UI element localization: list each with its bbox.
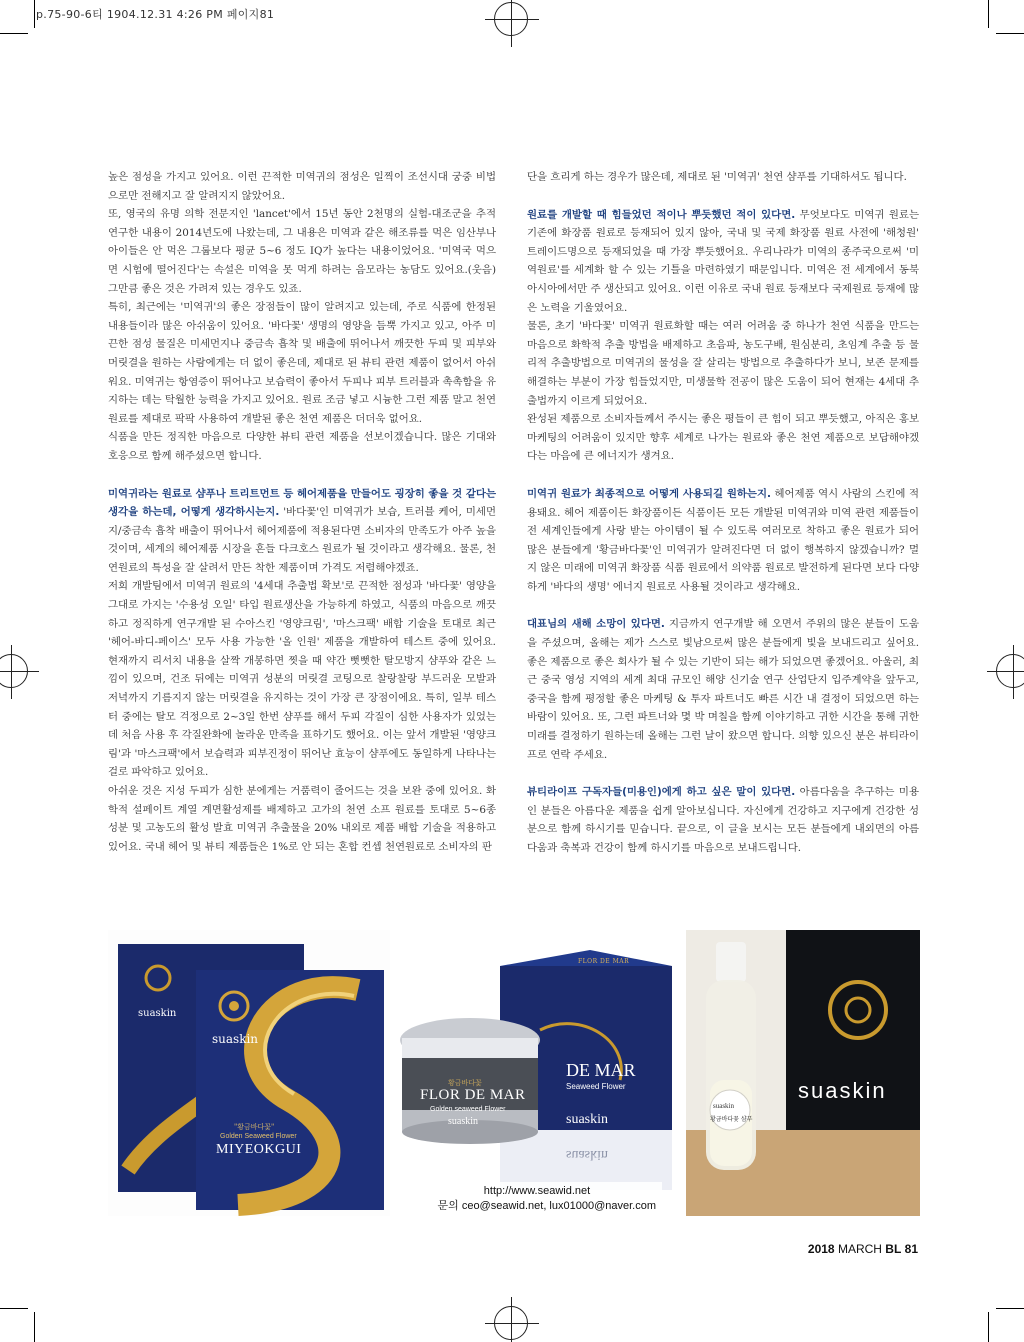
body-paragraph — [108, 298, 496, 428]
interview-question: 대표님의 새해 소망이 있다면. — [527, 618, 665, 631]
mask-brand-front: suaskin — [212, 1032, 259, 1046]
registration-mark-top — [494, 2, 528, 36]
paragraph-gap — [108, 466, 496, 485]
qa-paragraph — [527, 206, 919, 318]
mask-product-name: MIYEOKGUI — [216, 1142, 302, 1157]
crop-mark-bottom-left — [34, 1312, 35, 1342]
cream-product-name: FLOR DE MAR — [420, 1087, 526, 1103]
contact-emails: 문의 ceo@seawid.net, lux01000@naver.com — [437, 1200, 656, 1212]
paragraph-text: 완성된 제품으로 소비자들께서 주시는 좋은 평들이 큰 힘이 되고 뿌듯했고, 아직은 홍보 마케팅의 어려움이 있지만 향후 세계로 나가는 원료와 좋은 천연 제품으로 보답해야겠다는 마음에 큰 에너지가 생겨요. — [527, 413, 919, 463]
bottle-label-brand: suaskin — [713, 1102, 734, 1110]
product-photo-strip — [108, 930, 920, 1216]
paragraph-text: 지금까지 연구개발 해 오면서 주위의 많은 분들이 도움을 주셨으며, 올해는 제가 스스로 빛남으로써 많은 분들에게 빛을 보내드리고 싶어요. 좋은 제품으로 좋은 회사가 될 수 있는 기반이 되는 해가 되었으면 좋겠어요. 아울러, 최근 중국 영성 지역의 세계 최대 규모인 해양 신기술 연구 산업단지 입주계약을 앞두고, 중국을 함께 평정할 좋은 마케팅 & 투자 파트너도 빠른 시간 내 결정이 되었으면 하는 바람이 있어요. 또, 그런 파트너와 몇 박 며칠을 함께 이야기하고 귀한 시간을 통해 귀한 미래를 결정하기 원하는데 올해는 그런 날이 왔으면 합니다. 의향 있으신 분은 뷰티라이프로 연락 주세요. — [527, 618, 919, 761]
paragraph-text: 저희 개발팀에서 미역귀 원료의 '4세대 추출법 확보'로 끈적한 점성과 '바다꽃' 영양을 그대로 가지는 '수용성 오일' 타입 원료생산을 가능하게 하였고, 식품의 마음으로 깨끗하고 정직하게 연구개발 된 수아스킨 '영양크림', '마스크팩' 배합 기술을 토대로 최근 '헤어-바디-페이스' 모두 사용 가능한 '올 인원' 제품을 개발하여 테스트 중에 있어요. 현재까지 리서치 내용을 살짝 개봉하면 찟을 때 약간 뻣뻣한 탈모방지 샴푸와 같은 느낌이 있으며, 건조 뒤에는 미역귀 성분의 머릿결 코팅으로 찰랑찰랑 부드러운 모발과 저녁까지 기름지지 않는 머릿결을 유지하는 것이 가장 큰 장점이에요. 특히, 일부 테스터 중에는 탈모 걱정으로 2~3일 한번 샴푸를 해서 두피 각질이 심한 사용자가 있었는데 처음 사용 후 각질완화에 놀라운 만족을 표하기도 했어요. 이는 앞서 개발된 '영양크림'과 '마스크팩'에서 보습력과 피부진정이 뛰어난 효능이 샴푸에도 동일하게 나타나는 걸로 파악하고 있어요. — [108, 580, 496, 779]
box-brand: suaskin — [566, 1112, 608, 1127]
page-folio — [808, 1242, 918, 1256]
registration-mark-bottom — [494, 1306, 528, 1340]
bottle-illustration — [686, 930, 920, 1216]
paragraph-gap — [527, 187, 919, 206]
website-link[interactable]: http://www.seawid.net — [483, 1185, 591, 1197]
body-paragraph — [108, 205, 496, 298]
body-paragraph — [527, 410, 919, 466]
print-slug: p.75-90-6티 1904.12.31 4:26 PM 페이지81 — [36, 8, 275, 21]
body-paragraph — [108, 428, 496, 465]
left-text-column — [108, 168, 496, 856]
contact-box — [412, 1182, 662, 1216]
interview-question: 미역귀라는 원료로 샴푸나 트리트먼트 등 헤어제품을 만들어도 굉장히 좋을 것 같다는 생각을 하는데, 어떻게 생각하시는지. — [108, 487, 496, 519]
crop-mark-left-top — [0, 33, 28, 34]
paragraph-text: 또, 영국의 유명 의학 전문지인 'lancet'에서 15년 동안 2천명의 실험-대조군을 추적 연구한 내용이 2014년도에 나왔는데, 그 내용은 미역과 같은 해조류를 먹은 임산부나 아이들은 안 먹은 그룹보다 평균 5~6 정도 IQ가 높다는 내용이었어요. '미역국 먹으면 시험에 떨어진다'는 속설은 미역을 못 먹게 하려는 음모라는 농담도 있어요.(웃음) 그만큼 좋은 것은 가려져 있는 경우도 있죠. — [108, 208, 496, 295]
box-reflection-brand: suaskin — [566, 1147, 608, 1162]
paragraph-text: 무엇보다도 미역귀 원료는 기존에 화장품 원료로 등재되어 있지 않아, 국내 및 국제 화장품 원료 사전에 '해청원' 트레이드명으로 등재되었을 때 가장 뿌듯했어요. 우리나라가 미역의 종주국으로써 '미역원료'를 세계화 할 수 있는 기틀을 마련하였기 때문입니다. 미역은 전 세계에서 동북아시아에서만 주 생산되고 있어요. 이런 이유로 국내 원료 등재보다 국제원료 등재에 많은 노력을 기울였어요. — [527, 208, 919, 314]
cream-brand: suaskin — [448, 1116, 478, 1127]
box-product-sub: Seaweed Flower — [566, 1082, 626, 1091]
interview-question: 뷰티라이프 구독자들(미용인)에게 하고 싶은 말이 있다면. — [527, 786, 796, 799]
folio-magazine: BL — [885, 1242, 902, 1256]
interview-question: 미역귀 원료가 최종적으로 어떻게 사용되길 원하는지. — [527, 487, 771, 500]
crop-mark-bottom-right — [988, 1312, 989, 1342]
body-paragraph — [527, 168, 919, 187]
folio-month: MARCH — [837, 1242, 882, 1256]
paragraph-text: 물론, 초기 '바다꽃' 미역귀 원료화할 때는 여러 어려움 중 하나가 천연 식품을 만드는 마음으로 화학적 추출 방법을 배제하고 초음파, 농도구배, 원심분리, 초임계 추출 등 물리적 추출방법으로 미역귀의 물성을 잘 살리는 방법으로 추출하다가 보니, 보존 문제를 해결하는 부분이 가장 힘들었지만, 미생물학 전공이 많은 도움이 되어 현재는 4세대 추출법까지 이르게 되었어요. — [527, 320, 919, 407]
bottle-label-korean: 황금바다꽃 샴푸 — [710, 1116, 753, 1123]
paragraph-text: '바다꽃'인 미역귀가 보습, 트러블 케어, 미세먼지/중금속 흡착 배출이 뛰어나서 헤어제품에 적용된다면 소비자의 만족도가 아주 높을 것이며, 세계의 헤어제품 시장을 흔들 다크호스 원료가 될 것이라고 생각해요. 물론, 천연원료의 특성을 잘 살려서 만든 착한 제품이며 가격도 저렴해야겠죠. — [108, 506, 496, 574]
box-product-name: DE MAR — [566, 1060, 636, 1080]
folio-year: 2018 — [807, 1242, 835, 1256]
mask-pack-illustration — [108, 930, 390, 1216]
qa-paragraph — [527, 615, 919, 764]
folio-page: 81 — [904, 1242, 918, 1256]
paragraph-text: 아쉬운 것은 지성 두피가 심한 분에게는 거품력이 줄어드는 것을 보완 중에 있어요. 화학적 설페이트 계열 계면활성제를 배제하고 고가의 천연 소프 원료를 토대로 5~6종 성분 및 고농도의 활성 발효 미역귀 추출물을 20% 내외로 제품 배합 기술을 적용하고 있어요. 국내 헤어 및 뷰티 제품들은 1%로 안 되는 혼합 컨셉 천연원료로 소비자의 판 — [108, 785, 496, 853]
box-top-label: FLOR DE MAR — [578, 958, 630, 965]
paragraph-gap — [527, 596, 919, 615]
mask-pack-photo — [108, 930, 390, 1216]
crop-mark-top-left — [34, 0, 35, 28]
body-paragraph — [108, 168, 496, 205]
body-paragraph — [108, 577, 496, 782]
paragraph-text: 단을 흐리게 하는 경우가 많은데, 제대로 된 '미역귀' 천연 샴푸를 기대하셔도 됩니다. — [527, 171, 907, 183]
qa-paragraph — [527, 783, 919, 857]
qa-paragraph — [108, 485, 496, 578]
bottle-backdrop-brand: suaskin — [798, 1078, 887, 1103]
interview-question: 원료를 개발할 때 힘들었던 적이나 뿌듯했던 적이 있다면. — [527, 208, 796, 221]
cream-photo — [390, 930, 678, 1216]
crop-mark-left-bottom — [0, 1308, 28, 1309]
shampoo-bottle-photo — [686, 930, 920, 1216]
paragraph-gap — [527, 466, 919, 485]
paragraph-gap — [527, 764, 919, 783]
paragraph-text: 식품을 만든 정직한 마음으로 다양한 뷰티 관련 제품을 선보이겠습니다. 많은 기대와 호응으로 함께 해주셨으면 합니다. — [108, 431, 496, 462]
crop-mark-right-top — [996, 33, 1024, 34]
body-paragraph — [108, 782, 496, 856]
paragraph-text: 특히, 최근에는 '미역귀'의 좋은 장점들이 많이 알려지고 있는데, 주로 식품에 한정된 내용들이라 많은 아쉬움이 있어요. '바다꽃' 생명의 영양을 듬뿍 가지고 있고, 아주 미끈한 점성 물질은 미세먼지나 중금속 흡착 및 배출에 뛰어나서 깨끗한 두피 및 피부와 머릿결을 원하는 사람에게는 더 없이 좋은데, 제대로 된 뷰티 관련 제품이 없어서 아쉬워요. 미역귀는 항염증이 뛰어나고 보습력이 좋아서 두피나 피부 트러블과 촉촉함을 유지하는 데는 탁월한 능력을 가지고 있어요. 원료 조금 넣고 시늉한 그런 제품 말고 천연원료를 제대로 팍팍 사용하여 개발된 좋은 천연 제품은 더더욱 없어요. — [108, 301, 496, 425]
mask-korean-name: "황금바다꽃" — [234, 1123, 275, 1131]
body-paragraph — [527, 317, 919, 410]
qa-paragraph — [527, 485, 919, 597]
crop-mark-right-bottom — [996, 1308, 1024, 1309]
registration-mark-left — [0, 654, 28, 688]
cream-product-sub: Golden seaweed Flower — [430, 1106, 506, 1113]
right-text-column — [527, 168, 919, 858]
cream-korean-name: 황금바다꽃 — [448, 1079, 482, 1087]
paragraph-text: 헤어제품 역시 사람의 스킨에 적용돼요. 헤어 제품이든 화장품이든 식품이든 모든 개발된 미역귀와 미역 관련 제품들이 전 세계인들에게 사랑 받는 아이템이 될 수 있도록 여러모로 착하고 좋은 원료가 되어 많은 분들에게 '황금바다꽃'인 미역귀가 알려진다면 더 없이 행복하지 않겠습니까? 멀지 않은 미래에 미역귀 화장품 식품 원료에서 의약품 원료로 발전하게 된다면 보다 다양하게 '바다의 생명' 에너지 원료로 사용될 것이라고 생각해요. — [527, 487, 920, 593]
mask-brand-back: suaskin — [138, 1008, 177, 1019]
registration-mark-right — [996, 654, 1024, 688]
mask-english-name: Golden Seaweed Flower — [220, 1133, 297, 1140]
crop-mark-top-right — [988, 0, 989, 28]
paragraph-text: 높은 점성을 가지고 있어요. 이런 끈적한 미역귀의 점성은 일찍이 조선시대 궁중 비법으로만 전해지고 잘 알려지지 않았어요. — [108, 171, 496, 202]
paragraph-text: 아름다움을 추구하는 미용인 분들은 아름다운 제품을 쉽게 알아보십니다. 자신에게 건강하고 지구에게 건강한 성분으로 함께 하시기를 믿습니다. 끝으로, 이 글을 보시는 모든 분들에게 내외면의 아름다움과 축복과 건강이 함께 하시기를 마음으로 보내드립니다. — [527, 786, 920, 854]
